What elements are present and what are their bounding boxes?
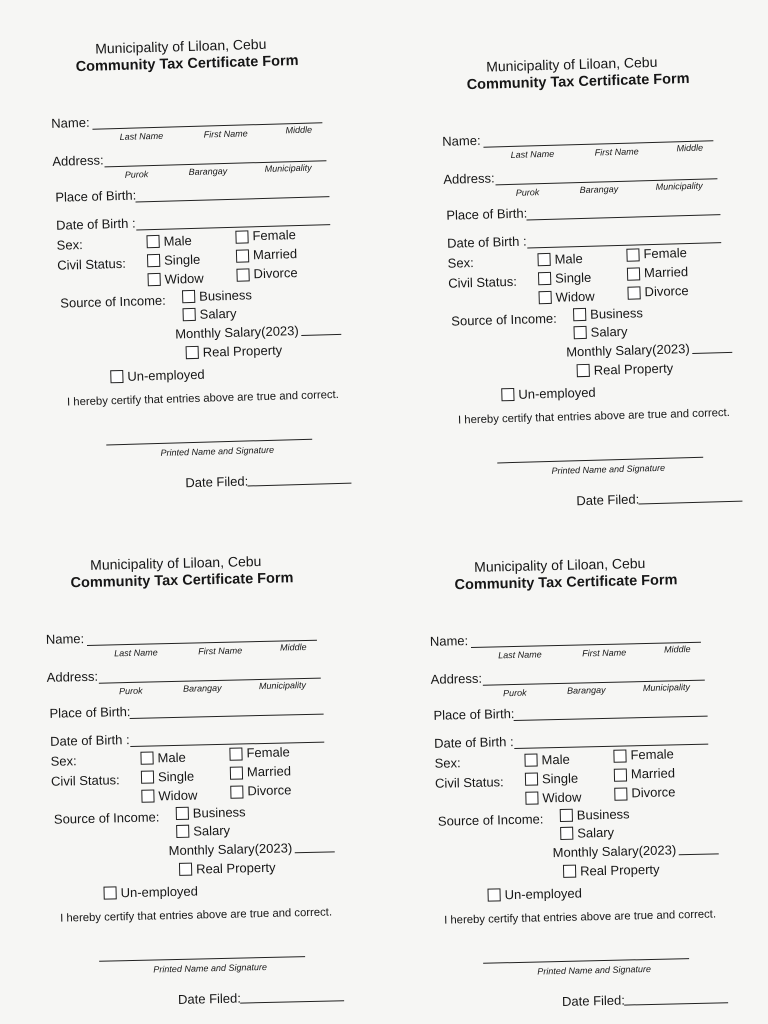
- municipality-caption: Municipality: [264, 162, 312, 174]
- real-property-checkbox[interactable]: [563, 865, 576, 878]
- widow-checkbox[interactable]: [538, 291, 551, 304]
- last-name-caption: Last Name: [498, 649, 542, 661]
- unemployed-checkbox[interactable]: [103, 886, 116, 899]
- civil-status-label: Civil Status:: [448, 273, 518, 291]
- signature-caption: Printed Name and Signature: [153, 961, 268, 975]
- divorce-label: Divorce: [253, 265, 298, 282]
- business-checkbox[interactable]: [573, 308, 586, 321]
- purok-caption: Purok: [124, 169, 149, 180]
- divorce-label: Divorce: [644, 283, 689, 300]
- signature-line[interactable]: [497, 457, 703, 464]
- male-label: Male: [541, 751, 570, 768]
- widow-checkbox[interactable]: [147, 273, 160, 286]
- last-name-caption: Last Name: [510, 148, 555, 160]
- middle-name-caption: Middle: [663, 643, 691, 655]
- widow-checkbox[interactable]: [525, 791, 538, 804]
- place-of-birth-line[interactable]: [130, 714, 324, 719]
- female-label: Female: [246, 744, 290, 761]
- first-name-caption: First Name: [582, 647, 627, 659]
- sex-label: Sex:: [447, 255, 474, 271]
- divorce-checkbox[interactable]: [627, 286, 640, 299]
- business-label: Business: [589, 305, 644, 322]
- monthly-salary-line[interactable]: [692, 352, 732, 354]
- single-label: Single: [157, 768, 195, 785]
- middle-name-caption: Middle: [676, 142, 704, 154]
- date-of-birth-label: Date of Birth :: [55, 215, 136, 233]
- date-of-birth-line[interactable]: [527, 242, 721, 248]
- place-of-birth-line[interactable]: [514, 716, 708, 721]
- form-title: Community Tax Certificate Form: [75, 52, 299, 76]
- barangay-caption: Barangay: [182, 682, 222, 694]
- unemployed-label: Un-employed: [504, 885, 583, 903]
- date-of-birth-label: Date of Birth :: [433, 734, 514, 751]
- single-label: Single: [554, 269, 592, 286]
- unemployed-checkbox[interactable]: [487, 888, 500, 901]
- male-label: Male: [554, 250, 583, 267]
- first-name-caption: First Name: [203, 128, 248, 140]
- name-label: Name:: [442, 132, 481, 149]
- female-checkbox[interactable]: [229, 747, 242, 760]
- place-of-birth-label: Place of Birth:: [433, 705, 515, 723]
- signature-line[interactable]: [483, 958, 689, 964]
- unemployed-label: Un-employed: [518, 384, 596, 402]
- source-of-income-label: Source of Income:: [60, 292, 166, 311]
- married-label: Married: [252, 246, 298, 263]
- certification-statement: I hereby certify that entries above are true and correct.: [60, 906, 333, 925]
- date-of-birth-line[interactable]: [136, 224, 330, 230]
- monthly-salary-line[interactable]: [301, 334, 341, 336]
- business-checkbox[interactable]: [176, 807, 189, 820]
- signature-caption: Printed Name and Signature: [551, 462, 666, 476]
- salary-label: Salary: [590, 323, 628, 340]
- address-label: Address:: [52, 152, 104, 169]
- married-checkbox[interactable]: [614, 768, 627, 781]
- monthly-salary-label: Monthly Salary(2023): [174, 323, 299, 342]
- real-property-label: Real Property: [593, 360, 674, 378]
- divorce-checkbox[interactable]: [614, 787, 627, 800]
- date-of-birth-line[interactable]: [514, 744, 708, 749]
- signature-line[interactable]: [106, 439, 312, 446]
- municipality-caption: Municipality: [258, 679, 307, 692]
- certification-statement: I hereby certify that entries above are true and correct.: [444, 908, 717, 927]
- barangay-caption: Barangay: [579, 183, 619, 196]
- date-of-birth-label: Date of Birth :: [49, 732, 130, 749]
- source-of-income-label: Source of Income:: [53, 809, 160, 827]
- purok-caption: Purok: [515, 187, 540, 198]
- salary-label: Salary: [199, 305, 237, 322]
- monthly-salary-line[interactable]: [679, 853, 719, 855]
- business-checkbox[interactable]: [560, 809, 573, 822]
- first-name-caption: First Name: [198, 645, 243, 657]
- name-label: Name:: [429, 633, 469, 649]
- single-checkbox[interactable]: [141, 770, 154, 783]
- single-label: Single: [163, 251, 201, 268]
- female-label: Female: [630, 746, 674, 763]
- date-filed-label: Date Filed:: [185, 473, 249, 491]
- male-checkbox[interactable]: [146, 235, 159, 248]
- female-label: Female: [252, 227, 297, 244]
- female-checkbox[interactable]: [626, 248, 639, 261]
- monthly-salary-label: Monthly Salary(2023): [565, 341, 690, 360]
- salary-checkbox[interactable]: [573, 326, 586, 339]
- last-name-caption: Last Name: [119, 130, 164, 142]
- real-property-label: Real Property: [202, 342, 283, 360]
- source-of-income-label: Source of Income:: [437, 811, 544, 829]
- salary-checkbox[interactable]: [176, 825, 189, 838]
- date-filed-line[interactable]: [624, 1002, 728, 1005]
- form-title: Community Tax Certificate Form: [454, 572, 678, 594]
- certification-statement: I hereby certify that entries above are true and correct.: [457, 406, 731, 427]
- widow-checkbox[interactable]: [141, 789, 154, 802]
- purok-caption: Purok: [118, 685, 143, 697]
- date-filed-label: Date Filed:: [177, 990, 242, 1007]
- single-checkbox[interactable]: [525, 772, 538, 785]
- male-checkbox[interactable]: [537, 253, 550, 266]
- date-filed-line[interactable]: [240, 1000, 344, 1003]
- tax-certificate-form-top-left: [45, 34, 358, 502]
- date-filed-line[interactable]: [638, 501, 742, 505]
- municipality-caption: Municipality: [655, 180, 703, 192]
- certification-statement: I hereby certify that entries above are true and correct.: [66, 388, 340, 409]
- divorce-label: Divorce: [247, 782, 292, 799]
- unemployed-label: Un-employed: [127, 366, 205, 384]
- municipality-heading: Municipality of Liloan, Cebu: [473, 554, 646, 575]
- name-label: Name:: [51, 114, 90, 131]
- widow-label: Widow: [555, 288, 595, 305]
- male-label: Male: [163, 232, 192, 249]
- monthly-salary-line[interactable]: [295, 851, 335, 853]
- widow-label: Widow: [158, 787, 198, 804]
- salary-label: Salary: [193, 822, 231, 839]
- place-of-birth-line[interactable]: [135, 196, 329, 202]
- date-of-birth-line[interactable]: [130, 742, 324, 747]
- middle-name-caption: Middle: [285, 124, 313, 136]
- signature-caption: Printed Name and Signature: [160, 444, 275, 458]
- divorce-label: Divorce: [631, 784, 676, 801]
- real-property-checkbox[interactable]: [577, 364, 590, 377]
- barangay-caption: Barangay: [188, 165, 228, 178]
- single-checkbox[interactable]: [147, 254, 160, 267]
- salary-checkbox[interactable]: [182, 308, 195, 321]
- sex-label: Sex:: [56, 237, 83, 253]
- municipality-heading: Municipality of Liloan, Cebu: [89, 552, 262, 573]
- municipality-heading: Municipality of Liloan, Cebu: [94, 35, 267, 57]
- date-filed-line[interactable]: [247, 483, 351, 487]
- purok-caption: Purok: [502, 687, 527, 699]
- unemployed-checkbox[interactable]: [110, 370, 123, 383]
- male-checkbox[interactable]: [524, 753, 537, 766]
- monthly-salary-label: Monthly Salary(2023): [168, 840, 293, 859]
- real-property-label: Real Property: [579, 861, 660, 879]
- real-property-label: Real Property: [195, 859, 276, 877]
- unemployed-label: Un-employed: [120, 883, 199, 901]
- place-of-birth-line[interactable]: [526, 214, 720, 220]
- widow-label: Widow: [164, 270, 204, 287]
- real-property-checkbox[interactable]: [179, 863, 192, 876]
- address-label: Address:: [430, 670, 483, 687]
- signature-line[interactable]: [99, 956, 305, 962]
- source-of-income-label: Source of Income:: [451, 310, 557, 329]
- female-checkbox[interactable]: [613, 749, 626, 762]
- business-label: Business: [576, 806, 630, 823]
- business-checkbox[interactable]: [182, 290, 195, 303]
- place-of-birth-label: Place of Birth:: [446, 205, 528, 223]
- barangay-caption: Barangay: [566, 684, 606, 696]
- place-of-birth-label: Place of Birth:: [55, 187, 137, 205]
- sex-label: Sex:: [50, 753, 77, 769]
- real-property-checkbox[interactable]: [186, 346, 199, 359]
- married-checkbox[interactable]: [230, 766, 243, 779]
- form-title: Community Tax Certificate Form: [70, 570, 294, 592]
- married-checkbox[interactable]: [236, 249, 249, 262]
- married-label: Married: [246, 763, 292, 780]
- salary-label: Salary: [577, 824, 615, 841]
- date-of-birth-label: Date of Birth :: [446, 233, 527, 251]
- salary-checkbox[interactable]: [560, 827, 573, 840]
- name-label: Name:: [45, 631, 85, 647]
- sex-label: Sex:: [434, 755, 461, 771]
- signature-caption: Printed Name and Signature: [537, 963, 652, 977]
- married-label: Married: [643, 264, 689, 281]
- widow-label: Widow: [542, 789, 582, 806]
- municipality-heading: Municipality of Liloan, Cebu: [485, 53, 658, 75]
- civil-status-label: Civil Status:: [434, 774, 504, 791]
- first-name-caption: First Name: [594, 146, 639, 158]
- date-filed-label: Date Filed:: [561, 992, 626, 1009]
- business-label: Business: [192, 804, 246, 821]
- male-label: Male: [157, 749, 186, 766]
- address-label: Address:: [46, 668, 99, 685]
- date-filed-label: Date Filed:: [576, 491, 640, 509]
- business-label: Business: [198, 287, 253, 304]
- divorce-checkbox[interactable]: [230, 785, 243, 798]
- last-name-caption: Last Name: [114, 647, 158, 659]
- tax-certificate-form-bottom-left: [40, 551, 350, 1018]
- civil-status-label: Civil Status:: [57, 255, 127, 273]
- tax-certificate-form-bottom-right: [424, 553, 734, 1020]
- form-title: Community Tax Certificate Form: [466, 70, 690, 94]
- tax-certificate-form-top-right: [436, 52, 749, 520]
- single-label: Single: [541, 770, 579, 787]
- married-checkbox[interactable]: [627, 267, 640, 280]
- address-label: Address:: [443, 170, 495, 187]
- male-checkbox[interactable]: [140, 751, 153, 764]
- civil-status-label: Civil Status:: [50, 772, 120, 789]
- female-checkbox[interactable]: [235, 230, 248, 243]
- unemployed-checkbox[interactable]: [501, 388, 514, 401]
- single-checkbox[interactable]: [538, 272, 551, 285]
- married-label: Married: [630, 765, 676, 782]
- monthly-salary-label: Monthly Salary(2023): [552, 842, 677, 861]
- municipality-caption: Municipality: [642, 681, 691, 694]
- place-of-birth-label: Place of Birth:: [49, 703, 131, 721]
- female-label: Female: [643, 245, 688, 262]
- middle-name-caption: Middle: [279, 641, 307, 653]
- divorce-checkbox[interactable]: [236, 268, 249, 281]
